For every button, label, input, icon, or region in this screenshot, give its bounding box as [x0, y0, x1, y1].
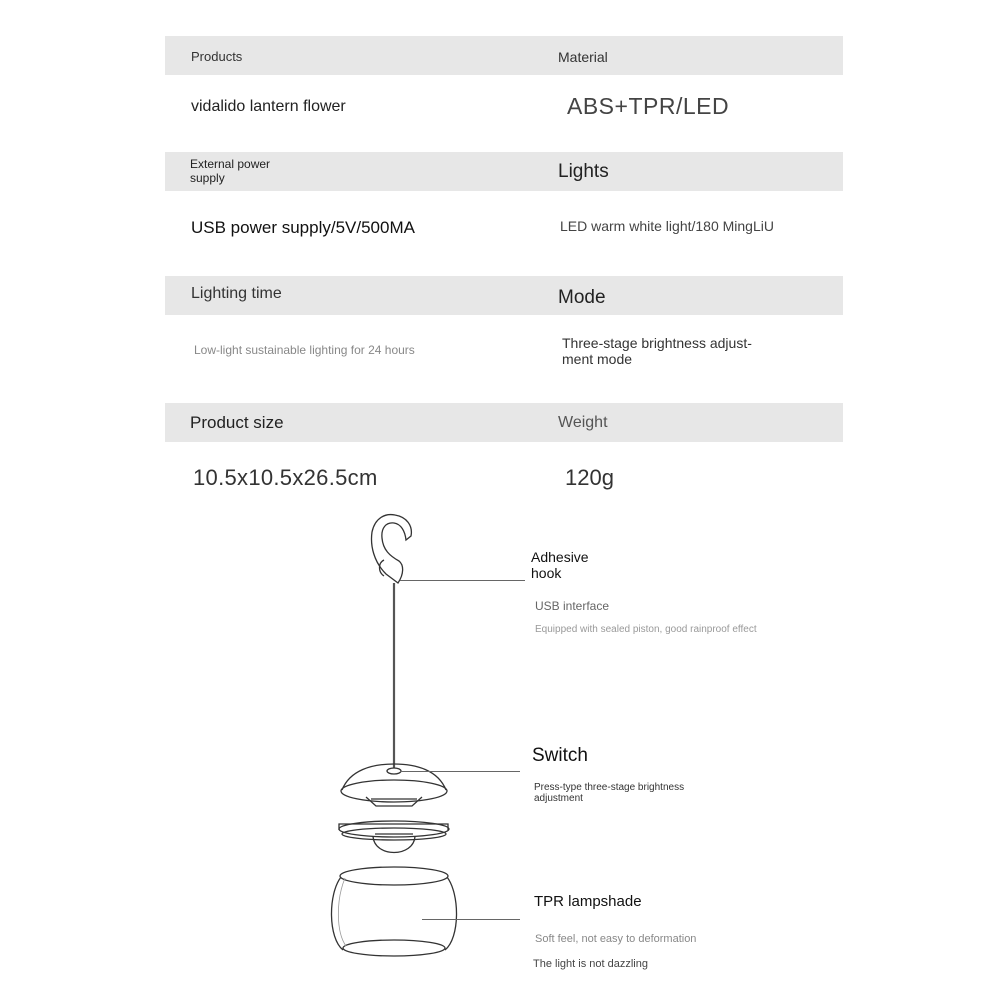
callout-tpr-lampshade: TPR lampshade — [534, 893, 642, 910]
spec-label-lighting-time: Lighting time — [191, 285, 282, 302]
spec-value-mode: Three-stage brightness adjust-ment mode — [562, 335, 752, 367]
hook-leader-line — [400, 580, 525, 581]
spec-value-product-size: 10.5x10.5x26.5cm — [193, 465, 378, 490]
spec-value-power: USB power supply/5V/500MA — [191, 218, 415, 237]
spec-label-external-power: External power supply — [190, 157, 271, 185]
spec-label-material: Material — [558, 49, 608, 65]
callout-shade-note: The light is not dazzling — [533, 958, 648, 970]
spec-label-lights: Lights — [558, 161, 609, 182]
lampshade-drawing — [331, 867, 456, 956]
led-module-drawing — [339, 821, 449, 853]
spec-label-product-size: Product size — [190, 413, 284, 432]
spec-value-products: vidalido lantern flower — [191, 98, 346, 115]
callout-shade-desc: Soft feel, not easy to deformation — [535, 933, 697, 945]
spec-value-lighting-time: Low-light sustainable lighting for 24 hours — [194, 343, 415, 357]
callout-switch-desc: Press-type three-stage brightness adjustment — [534, 782, 685, 804]
adhesive-hook-drawing — [372, 515, 412, 583]
spec-label-mode: Mode — [558, 287, 606, 308]
spec-value-weight: 120g — [565, 465, 614, 490]
callout-switch: Switch — [532, 745, 588, 766]
switch-leader-line — [400, 771, 520, 772]
spec-value-material: ABS+TPR/LED — [567, 93, 730, 119]
callout-adhesive-hook: Adhesive hook — [531, 549, 589, 581]
callout-usb-desc: Equipped with sealed piston, good rainproof effect — [535, 624, 757, 635]
spec-label-products: Products — [191, 49, 243, 64]
spec-label-weight: Weight — [558, 414, 608, 431]
spec-value-lights: LED warm white light/180 MingLiU — [560, 218, 774, 234]
shade-leader-line — [422, 919, 520, 920]
callout-usb-interface: USB interface — [535, 599, 610, 613]
